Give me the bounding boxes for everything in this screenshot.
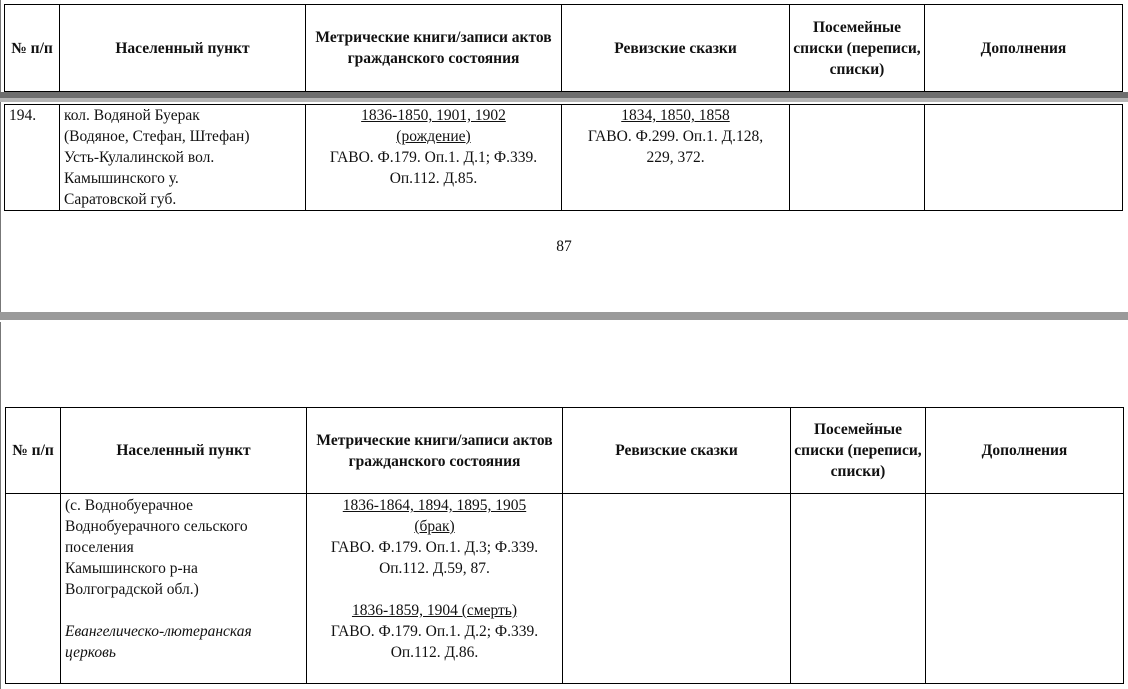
- metric-years: 1836-1859, 1904 (смерть): [351, 602, 518, 619]
- revision-years: 1834, 1850, 1858: [621, 107, 730, 124]
- metric-ref: Оп.112. Д.59, 87.: [379, 560, 490, 577]
- settlement-cell: [60, 105, 306, 211]
- metric-ref: ГАВО. Ф.179. Оп.1. Д.2; Ф.339.: [330, 623, 539, 640]
- revision-ref: ГАВО. Ф.299. Оп.1. Д.128,: [587, 128, 764, 145]
- settlement-line: (Водяное, Стефан, Штефан): [64, 128, 250, 145]
- metric-cell: [307, 494, 563, 684]
- header-num: № п/п: [6, 408, 61, 494]
- header-settlement: Населенный пункт: [61, 408, 307, 494]
- extra-cell: [926, 494, 1124, 684]
- header-family: Посемейные списки (переписи, списки): [790, 5, 925, 92]
- header-num: № п/п: [5, 5, 60, 92]
- header-settlement: Населенный пункт: [60, 5, 306, 92]
- metric-ref: ГАВО. Ф.179. Оп.1. Д.1; Ф.339.: [329, 149, 538, 166]
- top-row-table: [4, 104, 1123, 211]
- table-row: [5, 105, 1123, 211]
- extra-cell: [925, 105, 1123, 211]
- revision-cell: [563, 494, 791, 684]
- header-separator-light: [0, 98, 1128, 102]
- header-family: Посемейные списки (переписи, списки): [791, 408, 926, 494]
- metric-ref: Оп.112. Д.85.: [389, 170, 478, 187]
- settlement-line: (с. Воднобуерачное: [65, 497, 194, 514]
- page-number: 87: [556, 238, 572, 255]
- settlement-line: Волгоградской обл.): [65, 581, 199, 598]
- metric-cell: [306, 105, 562, 211]
- settlement-line: Камышинского у.: [64, 170, 179, 187]
- family-cell: [790, 105, 925, 211]
- page-edge-top: [0, 0, 1, 312]
- church-line: церковь: [65, 644, 116, 661]
- header-extra: Дополнения: [926, 408, 1124, 494]
- metric-kind: (брак): [414, 518, 455, 535]
- table-row: [6, 494, 1124, 684]
- header-metric: Метрические книги/записи актов гражданского состояния: [306, 5, 562, 92]
- settlement-line: Камышинского р-на: [65, 560, 198, 577]
- header-metric: Метрические книги/записи актов гражданского состояния: [307, 408, 563, 494]
- row-number: [6, 494, 61, 684]
- header-extra: Дополнения: [925, 5, 1123, 92]
- bottom-header-table: [5, 407, 1124, 684]
- settlement-line: кол. Водяной Буерак: [64, 107, 200, 124]
- revision-cell: [562, 105, 790, 211]
- settlement-line: поселения: [65, 539, 134, 556]
- family-cell: [791, 494, 926, 684]
- revision-ref: 229, 372.: [646, 149, 705, 166]
- settlement-line: Саратовской губ.: [64, 191, 177, 208]
- metric-ref: Оп.112. Д.86.: [390, 644, 479, 661]
- metric-years: 1836-1850, 1901, 1902: [361, 107, 506, 124]
- metric-years: 1836-1864, 1894, 1895, 1905: [342, 497, 527, 514]
- page-edge-bottom: [0, 322, 1, 689]
- metric-kind: (рождение): [396, 128, 471, 145]
- header-revision: Ревизские сказки: [562, 5, 790, 92]
- settlement-cell: [61, 494, 307, 684]
- settlement-line: Усть-Кулалинской вол.: [64, 149, 215, 166]
- metric-ref: ГАВО. Ф.179. Оп.1. Д.3; Ф.339.: [330, 539, 539, 556]
- top-header-table: [4, 4, 1123, 92]
- header-revision: Ревизские сказки: [563, 408, 791, 494]
- row-number: 194.: [5, 105, 60, 211]
- page-break: [0, 312, 1128, 320]
- church-line: Евангелическо-лютеранская: [65, 623, 252, 640]
- settlement-line: Воднобуерачного сельского: [65, 518, 248, 535]
